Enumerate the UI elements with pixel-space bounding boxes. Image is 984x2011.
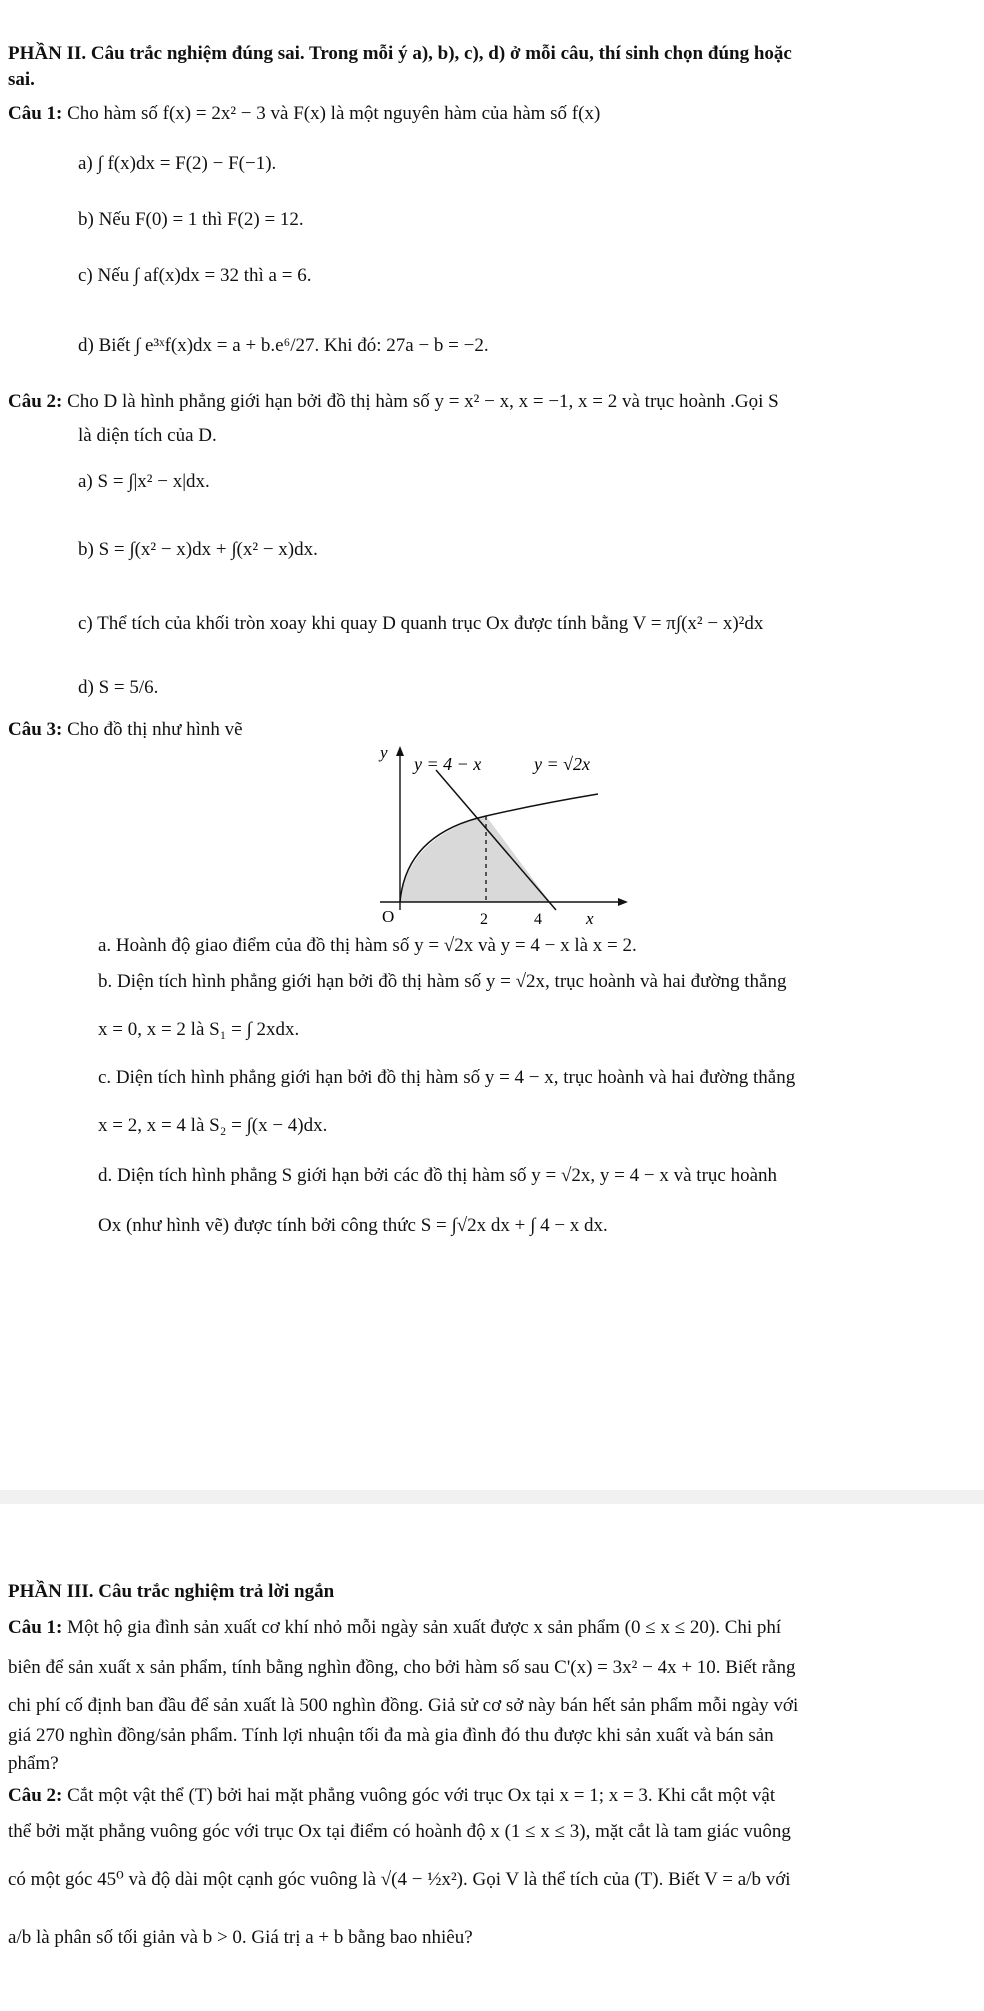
p3-q1-line1 xyxy=(8,1616,972,1640)
q3-option-b: b. Diện tích hình phẳng giới hạn bởi đồ thị hàm số y = √2x, trục hoành và hai đường thẳng xyxy=(98,971,787,992)
p3-q2-line1 xyxy=(8,1784,972,1808)
q1-option-a: a) ∫ f(x)dx = F(2) − F(−1). xyxy=(78,153,277,174)
p3-q1-line2: biên để sản xuất x sản phẩm, tính bằng nghìn đồng, cho bởi hàm số sau C'(x) = 3x² − 4x + 10. Biết rằng xyxy=(8,1657,796,1678)
p3-q2-text1: Cắt một vật thể (T) bởi hai mặt phẳng vuông góc với trục Ox tại x = 1; x = 3. Khi cắt một vật xyxy=(67,1785,776,1806)
q1-option-d: d) Biết ∫ e³ˣf(x)dx = a + b.e⁶/27. Khi đó: 27a − b = −2. xyxy=(78,335,489,356)
q3-label: Câu 3: xyxy=(8,719,63,740)
q2-stem-cont: là diện tích của D. xyxy=(78,425,217,446)
q1-option-b: b) Nếu F(0) = 1 thì F(2) = 12. xyxy=(78,209,304,230)
q3-origin-label: O xyxy=(382,907,395,926)
p3-q2-label: Câu 2: xyxy=(8,1785,63,1806)
q2-stem xyxy=(8,390,972,414)
q3-label-line: y = 4 − x xyxy=(414,754,482,774)
q2-stem-text: Cho D là hình phẳng giới hạn bởi đồ thị hàm số y = x² − x, x = −1, x = 2 và trục hoành .Gọi S xyxy=(67,391,779,412)
q2-option-d: d) S = 5/6. xyxy=(78,677,159,698)
q3-option-c: c. Diện tích hình phẳng giới hạn bởi đồ thị hàm số y = 4 − x, trục hoành và hai đường thẳng xyxy=(98,1067,796,1088)
q3-y-label: y xyxy=(380,743,388,762)
q1-stem xyxy=(8,102,972,126)
q1-stem-text: Cho hàm số f(x) = 2x² − 3 và F(x) là một nguyên hàm của hàm số f(x) xyxy=(67,103,601,124)
q3-x-label: x xyxy=(586,909,594,928)
q3-x-arrow xyxy=(618,898,628,906)
q1-label: Câu 1: xyxy=(8,103,63,124)
q3-y-arrow xyxy=(396,746,404,756)
p3-q1-line3: chi phí cố định ban đầu để sản xuất là 500 nghìn đồng. Giả sử cơ sở này bán hết sản phẩm mỗi ngày với xyxy=(8,1695,799,1716)
part2-heading-cont: sai. xyxy=(8,69,35,90)
q3-label-curve: y = √2x xyxy=(534,754,591,774)
q2-label: Câu 2: xyxy=(8,391,63,412)
q2-option-a: a) S = ∫|x² − x|dx. xyxy=(78,471,210,492)
q3-tick-4: 4 xyxy=(534,911,542,928)
q3-stem-text: Cho đồ thị như hình vẽ xyxy=(67,719,243,740)
p3-q1-text1: Một hộ gia đình sản xuất cơ khí nhỏ mỗi ngày sản xuất được x sản phẩm (0 ≤ x ≤ 20). Chi phí xyxy=(67,1617,782,1638)
q2-option-b: b) S = ∫(x² − x)dx + ∫(x² − x)dx. xyxy=(78,539,318,560)
part3-heading: PHẦN III. Câu trắc nghiệm trả lời ngắn xyxy=(8,1581,335,1602)
q3-stem xyxy=(8,718,972,742)
q3-tick-2: 2 xyxy=(480,911,488,928)
q1-option-c: c) Nếu ∫ af(x)dx = 32 thì a = 6. xyxy=(78,265,312,286)
q3-option-c-cont: x = 2, x = 4 là S₂ = ∫(x − 4)dx. xyxy=(98,1115,328,1136)
q2-option-c: c) Thể tích của khối tròn xoay khi quay D quanh trục Ox được tính bằng V = π∫(x² − x)²dx xyxy=(78,613,764,634)
p3-q1-line5: phẩm? xyxy=(8,1753,59,1774)
q3-shaded-region xyxy=(400,816,550,902)
q3-option-d-cont: Ox (như hình vẽ) được tính bởi công thức S = ∫√2x dx + ∫ 4 − x dx. xyxy=(98,1215,608,1236)
part2-heading: PHẦN II. Câu trắc nghiệm đúng sai. Trong mỗi ý a), b), c), d) ở mỗi câu, thí sinh chọn đúng hoặc xyxy=(8,43,792,64)
p3-q2-line3: có một góc 45⁰ và độ dài một cạnh góc vuông là √(4 − ½x²). Gọi V là thể tích của (T). Biết V = a/b với xyxy=(8,1869,791,1890)
q3-option-d: d. Diện tích hình phẳng S giới hạn bởi các đồ thị hàm số y = √2x, y = 4 − x và trục hoành xyxy=(98,1165,778,1186)
p3-q1-label: Câu 1: xyxy=(8,1617,63,1638)
q3-option-a: a. Hoành độ giao điểm của đồ thị hàm số y = √2x và y = 4 − x là x = 2. xyxy=(98,935,637,956)
p3-q1-line4: giá 270 nghìn đồng/sản phẩm. Tính lợi nhuận tối đa mà gia đình đó thu được khi sản xuất và bán sản xyxy=(8,1725,774,1746)
p3-q2-line4: a/b là phân số tối giản và b > 0. Giá trị a + b bằng bao nhiêu? xyxy=(8,1927,473,1948)
p3-q2-line2: thể bởi mặt phẳng vuông góc với trục Ox tại điểm có hoành độ x (1 ≤ x ≤ 3), mặt cắt là tam giác vuông xyxy=(8,1821,791,1842)
q3-graph xyxy=(358,742,638,928)
section-divider xyxy=(0,1490,984,1504)
q3-option-b-cont: x = 0, x = 2 là S₁ = ∫ 2xdx. xyxy=(98,1019,300,1040)
